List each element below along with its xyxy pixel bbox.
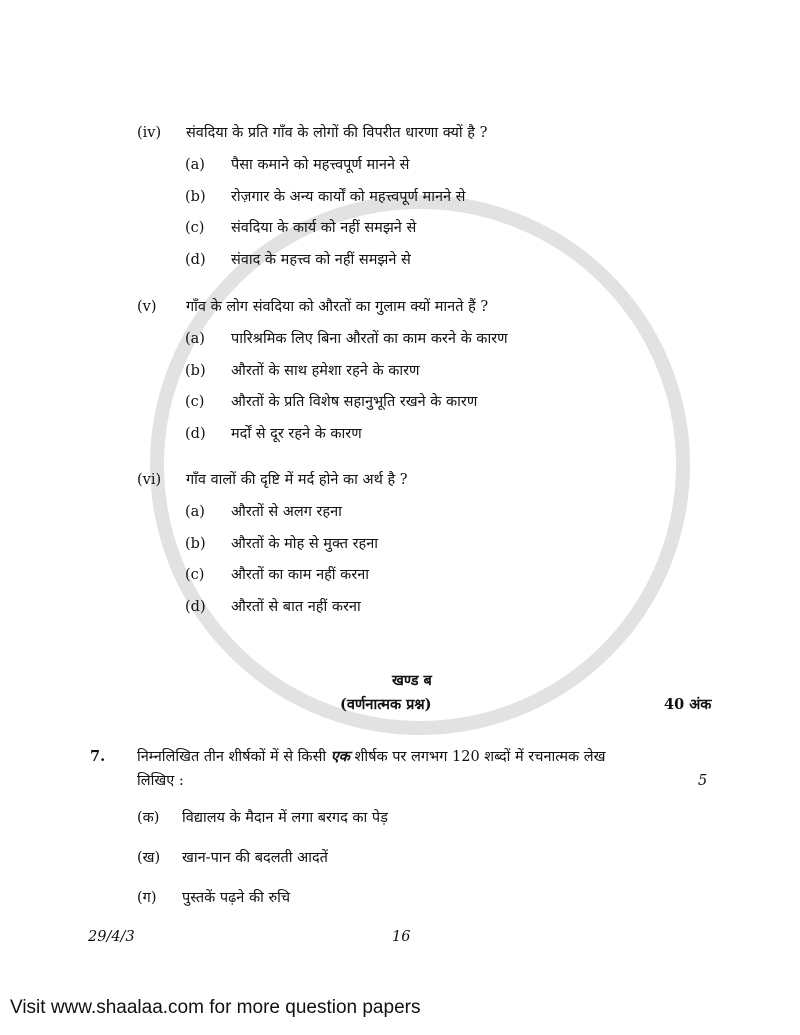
option-label: (c) xyxy=(185,394,205,410)
watermark-circle xyxy=(150,195,690,735)
option-label: (d) xyxy=(185,598,206,615)
question-number: (iv) xyxy=(137,125,162,141)
option-text: औरतों का काम नहीं करना xyxy=(231,567,370,583)
option-label: (d) xyxy=(185,425,206,442)
option-label: (b) xyxy=(185,535,206,552)
option-text: औरतों के साथ हमेशा रहने के कारण xyxy=(231,362,420,379)
option-label: (b) xyxy=(185,188,206,205)
option-text: पैसा कमाने को महत्त्वपूर्ण मानने से xyxy=(231,157,410,173)
q7-text: निम्नलिखित तीन शीर्षकों में से किसी एक शीर्षक पर लगभग 120 शब्दों में रचनात्मक लेख xyxy=(137,748,606,765)
question-text: गाँव वालों की दृष्टि में मर्द होने का अर्थ है ? xyxy=(186,472,408,488)
q7-number: 7. xyxy=(90,748,106,765)
question-text: गाँव के लोग संवदिया को औरतों का गुलाम क्यों मानते हैं ? xyxy=(186,299,489,315)
question-number: (v) xyxy=(137,299,157,315)
option-label: (a) xyxy=(185,331,205,347)
option-label: (c) xyxy=(185,220,205,236)
option-text: संवाद के महत्त्व को नहीं समझने से xyxy=(231,251,411,268)
q7-marks: 5 xyxy=(698,773,708,789)
section-subtitle: (वर्णनात्मक प्रश्न) xyxy=(340,696,432,713)
q7-option-text: विद्यालय के मैदान में लगा बरगद का पेड़ xyxy=(182,810,388,826)
page-number: 16 xyxy=(392,929,411,945)
q7-option-label: (क) xyxy=(137,810,160,826)
question-number: (vi) xyxy=(137,472,162,488)
option-text: रोज़गार के अन्य कार्यों को महत्त्वपूर्ण मानने से xyxy=(231,188,466,205)
option-text: मर्दों से दूर रहने के कारण xyxy=(231,425,362,442)
option-label: (a) xyxy=(185,157,205,173)
q7-option-text: पुस्तकें पढ़ने की रुचि xyxy=(182,890,291,906)
option-text: औरतों से बात नहीं करना xyxy=(231,598,361,615)
footer-banner-link[interactable]: Visit www.shaalaa.com for more question papers xyxy=(10,997,421,1018)
q7-option-label: (ग) xyxy=(137,890,157,906)
option-text: संवदिया के कार्य को नहीं समझने से xyxy=(231,220,417,236)
option-text: औरतों से अलग रहना xyxy=(231,504,342,520)
section-marks: 40 अंक xyxy=(664,696,712,713)
option-label: (d) xyxy=(185,251,206,268)
q7-text-line2: लिखिए : xyxy=(137,773,184,789)
paper-code: 29/4/3 xyxy=(88,929,135,945)
question-text: संवदिया के प्रति गाँव के लोगों की विपरीत धारणा क्यों है ? xyxy=(186,125,488,141)
option-label: (c) xyxy=(185,567,205,583)
option-text: पारिश्रमिक लिए बिना औरतों का काम करने के कारण xyxy=(231,331,508,347)
option-text: औरतों के प्रति विशेष सहानुभूति रखने के कारण xyxy=(231,394,478,410)
option-label: (b) xyxy=(185,362,206,379)
option-text: औरतों के मोह से मुक्त रहना xyxy=(231,535,379,552)
option-label: (a) xyxy=(185,504,205,520)
q7-option-text: खान-पान की बदलती आदतें xyxy=(182,850,328,866)
section-title: खण्ड ब xyxy=(392,672,432,689)
q7-option-label: (ख) xyxy=(137,850,161,866)
